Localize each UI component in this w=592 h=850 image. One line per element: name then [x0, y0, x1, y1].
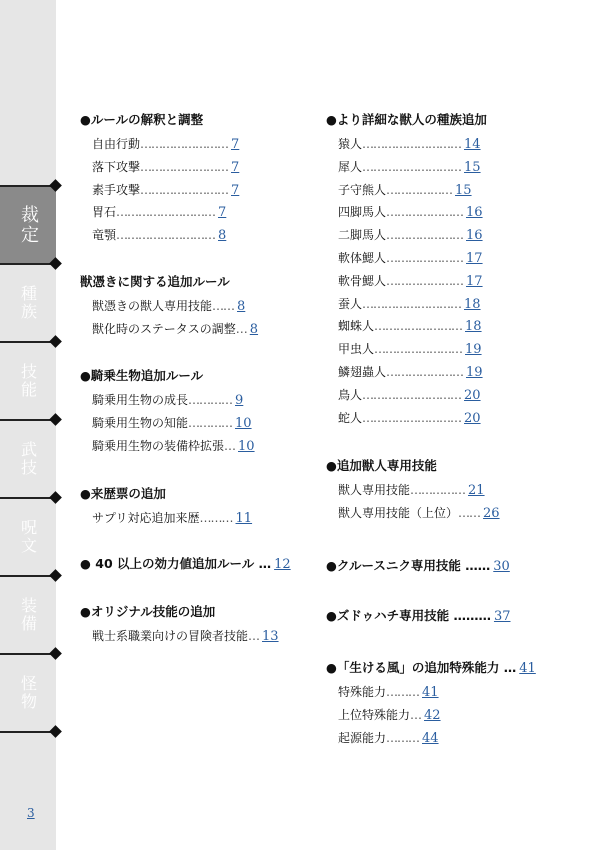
- entry-label: 自由行動: [92, 137, 141, 151]
- section-heading: [326, 608, 511, 625]
- entry-label: 犀人: [338, 159, 363, 174]
- entry-label: 竜顎: [92, 228, 117, 243]
- tab-martial-arts[interactable]: [0, 420, 56, 498]
- toc-entry[interactable]: [92, 298, 245, 315]
- dot-leader: ………: [386, 730, 420, 745]
- entry-label: 素手攻撃: [92, 182, 141, 197]
- section-heading: [80, 556, 291, 573]
- toc-entry[interactable]: [92, 136, 239, 153]
- dot-leader: …………………: [386, 228, 464, 243]
- entry-label: 軟体鰓人: [338, 251, 387, 265]
- toc-entry[interactable]: [338, 204, 483, 221]
- dot-leader: …………………: [386, 205, 464, 220]
- entry-label: 子守熊人: [338, 182, 387, 197]
- page-link[interactable]: 7: [231, 182, 240, 198]
- tab-divider: [0, 731, 56, 733]
- section-heading: [326, 558, 510, 575]
- entry-label: 鱗翅蟲人: [338, 365, 387, 379]
- dot-leader: …………………: [386, 365, 464, 379]
- page-link[interactable]: 41: [422, 685, 439, 700]
- dot-leader: ………………………: [362, 296, 462, 311]
- toc-entry[interactable]: [92, 510, 252, 527]
- section-heading: [80, 274, 230, 290]
- section-heading: [80, 368, 203, 384]
- dot-leader: ……: [212, 299, 235, 313]
- tab-skills[interactable]: [0, 342, 56, 420]
- toc-entry[interactable]: [92, 204, 226, 221]
- page-link[interactable]: 17: [466, 273, 483, 289]
- chapter-tab-rail: [0, 0, 56, 850]
- dot-leader: ………………………: [362, 387, 462, 402]
- section-title: ●クルースニク専用技能 ……: [326, 558, 491, 573]
- page-number: 3: [27, 806, 35, 820]
- dot-leader: ………………………: [362, 137, 462, 151]
- toc-entry[interactable]: [338, 341, 482, 358]
- section-title: ●騎乗生物追加ルール: [80, 368, 204, 383]
- page-link[interactable]: 20: [464, 410, 481, 426]
- dot-leader: …………………: [386, 273, 464, 288]
- dot-leader: …: [235, 321, 247, 336]
- entry-label: 獣人専用技能（上位）: [338, 505, 459, 520]
- section-title: ●より詳細な獣人の種族追加: [326, 112, 487, 127]
- tab-divider: [0, 575, 56, 577]
- tab-divider: [0, 341, 56, 343]
- tab-divider: [0, 185, 56, 187]
- dot-leader: ………………: [386, 182, 453, 197]
- entry-label: 蜘蛛人: [338, 319, 375, 334]
- entry-label: 獣憑きの獣人専用技能: [92, 299, 213, 313]
- page-link[interactable]: 42: [424, 707, 441, 723]
- dot-leader: ……………………: [374, 319, 463, 334]
- page-link[interactable]: 14: [464, 137, 481, 152]
- tab-equipment[interactable]: [0, 576, 56, 654]
- tab-label: 種族: [18, 285, 38, 321]
- toc-entry[interactable]: [92, 182, 239, 199]
- section-title: ●ズドゥハチ専用技能 ………: [326, 608, 491, 623]
- toc-entry[interactable]: [92, 415, 252, 432]
- toc-entry[interactable]: [338, 318, 482, 335]
- toc-entry[interactable]: [338, 273, 483, 290]
- toc-entry[interactable]: [338, 505, 500, 522]
- dot-leader: …: [248, 629, 260, 643]
- dot-leader: ………: [199, 511, 233, 525]
- page-link[interactable]: 15: [455, 182, 472, 198]
- dot-leader: ……: [458, 505, 481, 520]
- page-link[interactable]: 26: [483, 505, 500, 521]
- toc-entry[interactable]: [338, 227, 483, 244]
- section-title: ●オリジナル技能の追加: [80, 604, 216, 619]
- toc-entry[interactable]: [338, 159, 481, 176]
- page-link[interactable]: 18: [465, 319, 482, 335]
- toc-entry[interactable]: [338, 730, 439, 747]
- entry-label: 騎乗用生物の装備枠拡張: [92, 438, 225, 453]
- toc-entry[interactable]: [338, 410, 481, 427]
- page-link[interactable]: 19: [466, 365, 483, 380]
- tab-label: 技能: [18, 363, 38, 399]
- page-link[interactable]: 37: [493, 609, 511, 624]
- page-link[interactable]: 10: [235, 415, 252, 431]
- tab-divider: [0, 653, 56, 655]
- toc-entry[interactable]: [338, 250, 483, 267]
- entry-label: 蚕人: [338, 296, 363, 311]
- page-link[interactable]: 7: [218, 205, 227, 221]
- page-link[interactable]: 41: [519, 661, 536, 676]
- dot-leader: …………: [188, 415, 233, 430]
- section-title: 獣憑きに関する追加ルール: [80, 274, 230, 289]
- entry-label: 蛇人: [338, 410, 363, 425]
- page-link[interactable]: 16: [466, 205, 483, 221]
- toc-entry[interactable]: [338, 136, 481, 153]
- section-heading: [326, 660, 536, 677]
- entry-label: 起源能力: [338, 730, 387, 745]
- tab-label: 装備: [18, 597, 38, 633]
- section-title: ●ルールの解釈と調整: [80, 112, 204, 127]
- tab-label: 呪文: [18, 519, 38, 555]
- entry-label: 鳥人: [338, 387, 363, 402]
- page-link[interactable]: 15: [464, 159, 481, 175]
- page-link[interactable]: 44: [422, 730, 439, 746]
- entry-label: 軟骨鰓人: [338, 273, 387, 288]
- page-link[interactable]: 30: [493, 559, 510, 574]
- dot-leader: …: [410, 707, 422, 722]
- page-link[interactable]: 17: [466, 251, 483, 266]
- tab-ruling[interactable]: [0, 186, 56, 264]
- section-title: ●「生ける風」の追加特殊能力 …: [326, 660, 517, 675]
- toc-entry[interactable]: [338, 182, 472, 199]
- entry-label: 戦士系職業向けの冒険者技能: [92, 629, 249, 643]
- entry-label: サプリ対応追加来歴: [92, 511, 200, 525]
- section-heading: [326, 112, 487, 128]
- section-title: ● 40 以上の効力値追加ルール …: [80, 556, 272, 571]
- toc-entry[interactable]: [92, 628, 279, 645]
- tab-races[interactable]: [0, 264, 56, 342]
- toc-entry[interactable]: [338, 387, 481, 404]
- tab-spells[interactable]: [0, 498, 56, 576]
- page-link[interactable]: 13: [262, 629, 279, 644]
- tab-label: 武技: [18, 441, 38, 477]
- section-title: ●来歴票の追加: [80, 486, 166, 501]
- dot-leader: ………………………: [116, 205, 216, 220]
- dot-leader: ………………………: [116, 228, 216, 243]
- entry-label: 猿人: [338, 137, 363, 151]
- section-heading: [326, 458, 437, 474]
- tab-divider: [0, 263, 56, 265]
- dot-leader: ……………………: [374, 342, 463, 357]
- dot-leader: ……………………: [140, 137, 229, 151]
- dot-leader: ………: [386, 685, 420, 699]
- page-link[interactable]: 19: [465, 342, 482, 358]
- page-link[interactable]: 9: [235, 393, 244, 408]
- entry-label: 四脚馬人: [338, 205, 387, 220]
- entry-label: 特殊能力: [338, 685, 387, 699]
- toc-entry[interactable]: [92, 159, 239, 176]
- page-link[interactable]: 12: [274, 557, 291, 572]
- dot-leader: ……………………: [140, 159, 229, 174]
- page-link[interactable]: 11: [235, 511, 253, 526]
- entry-label: 獣化時のステータスの調整: [92, 321, 236, 336]
- page-link[interactable]: 10: [238, 438, 255, 454]
- dot-leader: ………………………: [362, 410, 462, 425]
- page-link[interactable]: 16: [466, 228, 483, 244]
- dot-leader: ……………………: [140, 182, 229, 197]
- tab-label: 裁定: [18, 205, 39, 245]
- tab-divider: [0, 419, 56, 421]
- entry-label: 二脚馬人: [338, 228, 387, 243]
- section-title: ●追加獣人専用技能: [326, 458, 437, 473]
- dot-leader: …………………: [386, 251, 464, 265]
- entry-label: 落下攻撃: [92, 159, 141, 174]
- toc-entry[interactable]: [92, 227, 226, 244]
- toc-entry[interactable]: [92, 392, 243, 409]
- entry-label: 獣人専用技能: [338, 483, 411, 497]
- toc-entry[interactable]: [338, 707, 441, 724]
- page-link[interactable]: 21: [468, 483, 485, 498]
- dot-leader: ………………………: [362, 159, 462, 174]
- toc-entry[interactable]: [92, 321, 258, 338]
- section-heading: [80, 604, 215, 620]
- entry-label: 騎乗用生物の成長: [92, 393, 189, 407]
- tab-label: 怪物: [18, 675, 38, 711]
- toc-entry[interactable]: [338, 296, 481, 313]
- dot-leader: …: [224, 438, 236, 453]
- dot-leader: …………: [188, 393, 233, 407]
- section-heading: [80, 486, 166, 502]
- toc-entry[interactable]: [338, 364, 483, 381]
- toc-entry[interactable]: [92, 438, 255, 455]
- page-link[interactable]: 8: [237, 299, 246, 314]
- entry-label: 上位特殊能力: [338, 707, 411, 722]
- page-link[interactable]: 7: [231, 137, 240, 152]
- toc-entry[interactable]: [338, 482, 485, 499]
- tab-divider: [0, 497, 56, 499]
- page-link[interactable]: 18: [464, 296, 481, 312]
- entry-label: 胃石: [92, 205, 117, 220]
- toc-entry[interactable]: [338, 684, 439, 701]
- page-link[interactable]: 8: [218, 228, 227, 244]
- page-link[interactable]: 8: [249, 321, 259, 337]
- entry-label: 騎乗用生物の知能: [92, 415, 189, 430]
- dot-leader: ……………: [410, 483, 466, 497]
- section-heading: [80, 112, 203, 128]
- page-link[interactable]: 7: [231, 159, 240, 175]
- page-link[interactable]: 20: [464, 387, 481, 403]
- entry-label: 甲虫人: [338, 342, 375, 357]
- tab-monsters[interactable]: [0, 654, 56, 732]
